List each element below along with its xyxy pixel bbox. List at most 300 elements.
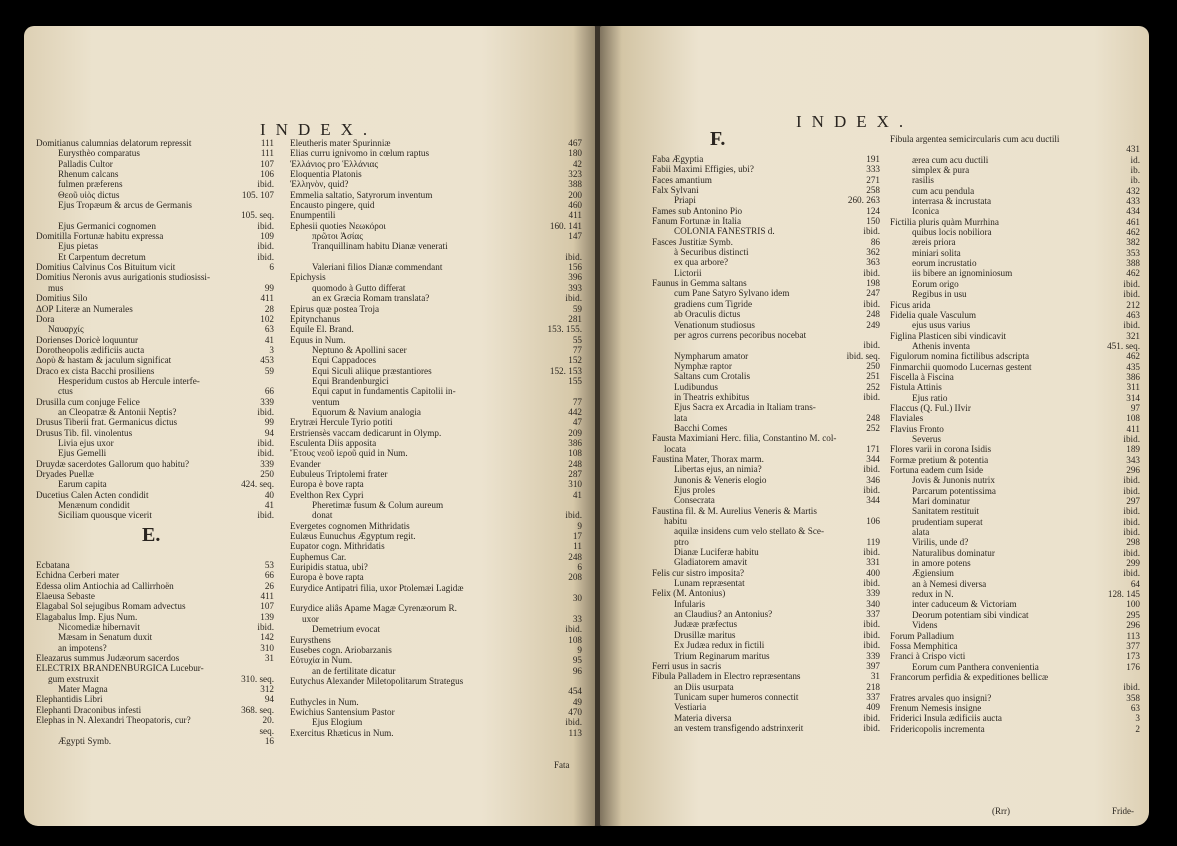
entry-page-ref: ibid. [1123, 516, 1140, 527]
index-entry [652, 309, 880, 319]
index-entry [652, 185, 880, 195]
entry-text: Flaviales [890, 413, 924, 424]
index-entry [652, 495, 880, 505]
entry-text: Severus [912, 433, 942, 444]
right-catchword: Fride- [1112, 806, 1134, 816]
entry-text: Ficus arida [890, 299, 931, 310]
entry-text: Dora [36, 313, 55, 324]
entry-page-ref: 397 [866, 660, 880, 671]
entry-text: Eubuleus Triptolemi frater [290, 469, 388, 479]
index-entry [890, 351, 1140, 361]
entry-page-ref: 312 [260, 684, 274, 695]
index-entry [890, 310, 1140, 320]
index-entry [36, 674, 274, 684]
entry-page-ref: ibid. [257, 241, 274, 252]
entry-text: Mæsam in Senatum duxit [58, 632, 153, 643]
entry-page-ref: 339 [866, 588, 880, 599]
index-entry [652, 651, 880, 661]
entry-text: Fridericopolis incrementa [890, 723, 985, 734]
entry-text: Lunam repræsentat [674, 578, 745, 589]
index-entry [290, 314, 582, 324]
entry-text: Falx Sylvani [652, 185, 699, 196]
index-entry [652, 330, 880, 340]
entry-text: Evergetes cognomen Mithridatis [290, 520, 410, 531]
entry-text: Epitynchanus [290, 313, 341, 324]
entry-text: quomodo à Gutto differat [312, 282, 406, 293]
entry-page-ref: 200 [568, 189, 582, 200]
entry-text: Finmarchii quomodo Lucernas gestent [890, 361, 1032, 372]
entry-page-ref: 258 [866, 185, 880, 196]
entry-text: Neptuno & Apollini sacer [312, 344, 407, 355]
entry-page-ref: 107 [260, 158, 274, 169]
entry-page-ref: 249 [866, 319, 880, 330]
entry-page-ref: 453 [260, 355, 274, 366]
index-entry [652, 485, 880, 495]
index-entry [890, 155, 1140, 165]
index-entry [36, 272, 274, 282]
entry-page-ref: 386 [568, 437, 582, 448]
entry-page-ref: ibid. [565, 510, 582, 521]
entry-page-ref: 66 [264, 386, 274, 397]
index-entry [36, 459, 274, 469]
entry-text: cum Pane Satyro Sylvano idem [674, 288, 790, 299]
entry-text: Ejus ratio [912, 392, 948, 403]
entry-page-ref: ibid. [257, 220, 274, 231]
entry-page-ref: 311 [1126, 382, 1140, 393]
entry-page-ref: 337 [866, 609, 880, 620]
entry-text: Ἑλλάνιος pro Ἑλλάνιας [290, 158, 378, 169]
entry-page-ref: 462 [1126, 351, 1140, 362]
entry-text: habitu [664, 516, 687, 527]
index-entry [290, 707, 582, 717]
index-entry [652, 692, 880, 702]
entry-page-ref: ibid. [565, 717, 582, 728]
index-entry [36, 726, 274, 736]
entry-page-ref: ibid. [257, 251, 274, 262]
entry-text: donat [312, 510, 333, 521]
entry-page-ref: 295 [1126, 609, 1140, 620]
entry-text: locata [664, 443, 686, 454]
index-entry [652, 288, 880, 298]
entry-page-ref: ibid. [863, 267, 880, 278]
index-entry [36, 560, 274, 570]
entry-text: lata [674, 412, 688, 423]
entry-text: Encausto pingere, quid [290, 200, 375, 211]
index-entry [890, 496, 1140, 506]
index-entry [290, 407, 582, 417]
entry-page-ref: 435 [1126, 361, 1140, 372]
entry-page-ref: 171 [866, 443, 880, 454]
index-entry [652, 320, 880, 330]
entry-text: Faces amantium [652, 174, 712, 185]
entry-page-ref: 42 [572, 158, 582, 169]
entry-page-ref: 248 [568, 458, 582, 469]
index-entry [36, 469, 274, 479]
index-entry [290, 459, 582, 469]
entry-text: Ejus Sacra ex Arcadia in Italiam trans- [674, 402, 816, 413]
entry-page-ref: 47 [572, 417, 582, 428]
index-entry [652, 371, 880, 381]
index-entry [36, 622, 274, 632]
index-entry [890, 217, 1140, 227]
entry-text: Ἔτους νεοῦ ἱεροῦ quid in Num. [290, 448, 408, 459]
entry-text: Equi caput in fundamentis Capitolii in- [312, 386, 456, 397]
index-entry [290, 210, 582, 220]
entry-text: ex qua arbore? [674, 257, 729, 268]
entry-page-ref: 94 [264, 427, 274, 438]
entry-page-ref: 388 [568, 179, 582, 190]
entry-page-ref: 191 [866, 154, 880, 164]
entry-text: miniari solita [912, 247, 961, 258]
entry-page-ref: 41 [264, 334, 274, 345]
entry-text: Eurysthens [290, 634, 331, 645]
index-entry [36, 500, 274, 510]
index-entry [890, 144, 1140, 154]
index-entry [652, 340, 880, 350]
entry-text: Evander [290, 458, 321, 469]
index-entry [652, 661, 880, 671]
left-page [24, 26, 596, 826]
entry-text: Enumpentili [290, 210, 336, 221]
index-entry [652, 619, 880, 629]
entry-page-ref: ibid. [1123, 289, 1140, 300]
index-entry [890, 300, 1140, 310]
entry-text: Dorotheopolis ædificiis aucta [36, 344, 145, 355]
entry-page-ref: 432 [1126, 185, 1140, 196]
index-entry [36, 169, 274, 179]
entry-text: Elagabalus Imp. Ejus Num. [36, 611, 138, 622]
entry-text: prudentiam superat [912, 516, 983, 527]
index-entry [652, 257, 880, 267]
index-entry [890, 434, 1140, 444]
entry-text: Nympharum amator [674, 350, 749, 361]
entry-text: Equile El. Brand. [290, 324, 354, 335]
entry-text: Venationum studiosus [674, 319, 755, 330]
index-entry [36, 438, 274, 448]
index-entry [290, 469, 582, 479]
entry-text: an à Nemesi diversa [912, 578, 987, 589]
index-entry [290, 428, 582, 438]
entry-text: Θεοῦ υἱὸς dictus [58, 189, 120, 200]
index-entry [890, 362, 1140, 372]
entry-text: Euthycles in Num. [290, 696, 359, 707]
entry-text: in Theatris exhibitus [674, 391, 750, 402]
entry-text: Fidelia quale Vasculum [890, 309, 977, 320]
index-entry [290, 686, 582, 696]
entry-text: Ejus proles [674, 485, 716, 495]
entry-text: Elias curru ignivomo in cœlum raptus [290, 148, 430, 159]
entry-text: Jovis & Junonis nutrix [912, 475, 995, 486]
index-entry [652, 702, 880, 712]
index-entry [890, 289, 1140, 299]
index-entry [652, 454, 880, 464]
entry-page-ref: 271 [866, 174, 880, 185]
entry-text: Euripidis statua, ubi? [290, 562, 368, 573]
index-entry [290, 697, 582, 707]
entry-text: Priapi [674, 195, 696, 206]
index-entry [290, 552, 582, 562]
index-entry [890, 610, 1140, 620]
entry-page-ref: 460 [568, 200, 582, 211]
entry-page-ref: 411 [1126, 423, 1140, 434]
index-entry [890, 444, 1140, 454]
entry-page-ref: 314 [1126, 392, 1140, 403]
entry-page-ref: ibid. [863, 485, 880, 495]
index-entry [890, 672, 1140, 682]
index-entry [290, 376, 582, 386]
index-entry [890, 703, 1140, 713]
entry-text: Eupator cogn. Mithridatis [290, 541, 385, 552]
entry-page-ref: 6 [577, 562, 582, 573]
entry-page-ref: 31 [264, 653, 274, 664]
entry-text: Mater Magna [58, 684, 108, 695]
entry-text: Equorum & Navium analogia [312, 406, 421, 417]
entry-text: Εὐτυχία in Num. [290, 655, 353, 666]
entry-text: Fausta Maximiani Herc. filia, Constantino M. col- [652, 433, 837, 444]
index-entry [290, 438, 582, 448]
entry-page-ref: ibid. [863, 464, 880, 475]
index-entry [890, 651, 1140, 661]
index-entry [36, 231, 274, 241]
index-entry [890, 186, 1140, 196]
entry-text: Demetrium evocat [312, 624, 381, 635]
index-entry [652, 154, 880, 164]
entry-page-ref: 20. [262, 715, 274, 726]
index-entry [652, 526, 880, 536]
entry-page-ref: 310 [568, 479, 582, 490]
entry-page-ref: 49 [572, 696, 582, 707]
index-entry [36, 252, 274, 262]
entry-text: Europa è bove rapta [290, 479, 364, 490]
index-entry [36, 428, 274, 438]
entry-text: Fictilia pluris quàm Murrhina [890, 216, 999, 227]
entry-page-ref: 393 [568, 282, 582, 293]
entry-page-ref: 40 [264, 489, 274, 500]
index-entry [36, 417, 274, 427]
entry-page-ref: ibid. [863, 298, 880, 309]
index-entry [36, 314, 274, 324]
entry-page-ref: 160. 141 [549, 220, 582, 231]
entry-text: Domitius Neronis avus aurigationis studiosissi- [36, 272, 211, 283]
index-entry [290, 335, 582, 345]
entry-page-ref: 248 [866, 412, 880, 423]
entry-page-ref: 411 [568, 210, 582, 221]
entry-text: Eleutheris mater Spurinniæ [290, 138, 391, 148]
entry-page-ref: 111 [260, 138, 274, 148]
entry-page-ref: 28 [264, 303, 274, 314]
index-entry [36, 241, 274, 251]
entry-text: Ecbatana [36, 560, 70, 570]
entry-text: Faustina Mater, Thorax marm. [652, 453, 764, 464]
entry-text: Felis cur sistro imposita? [652, 567, 745, 578]
entry-page-ref: 467 [568, 138, 582, 148]
index-entry [36, 510, 274, 520]
entry-page-ref: 296 [1126, 620, 1140, 631]
entry-page-ref: 252 [866, 381, 880, 392]
index-entry [36, 643, 274, 653]
index-entry [36, 632, 274, 642]
index-entry [290, 138, 582, 148]
entry-text: alata [912, 527, 930, 538]
entry-text: Lictorii [674, 267, 702, 278]
entry-text: Faustina fil. & M. Aurelius Veneris & Martis [652, 505, 817, 516]
index-entry [290, 169, 582, 179]
entry-text: Evelthon Rex Cypri [290, 489, 364, 500]
entry-page-ref: ibid. [863, 340, 880, 351]
entry-text: Francorum perfidia & expeditiones bellicæ [890, 671, 1049, 682]
entry-text: Europa è bove rapta [290, 572, 364, 583]
entry-text: Drusilla cum conjuge Felice [36, 396, 140, 407]
entry-text: Infularis [674, 598, 706, 609]
entry-page-ref: id. [1130, 154, 1140, 165]
index-entry [890, 341, 1140, 351]
index-entry [36, 210, 274, 220]
entry-text: æreis priora [912, 237, 956, 248]
entry-page-ref: 209 [568, 427, 582, 438]
entry-text: Euphemus Car. [290, 551, 347, 562]
entry-page-ref: 152 [568, 355, 582, 366]
index-entry [890, 227, 1140, 237]
entry-page-ref: 3 [269, 344, 274, 355]
entry-text: Exercitus Rhæticus in Num. [290, 727, 394, 738]
index-entry [652, 568, 880, 578]
entry-page-ref: 108 [568, 634, 582, 645]
entry-page-ref: 94 [264, 694, 274, 705]
entry-text: per agros currens pecoribus nocebat [674, 329, 807, 340]
entry-text: Epichysis [290, 272, 326, 283]
right-page [600, 26, 1149, 826]
index-entry [36, 612, 274, 622]
index-entry [890, 641, 1140, 651]
entry-text: Ephesii quoties Νεωκόροι [290, 220, 386, 231]
index-entry [652, 175, 880, 185]
index-entry [652, 195, 880, 205]
entry-text: Faba Ægyptia [652, 154, 704, 164]
entry-text: Draco ex cista Bacchi prosiliens [36, 365, 155, 376]
entry-text: Trium Reginarum maritus [674, 650, 770, 661]
entry-page-ref: 353 [1126, 247, 1140, 258]
index-entry [652, 402, 880, 412]
index-entry [652, 506, 880, 516]
entry-page-ref: 321 [1126, 330, 1140, 341]
entry-page-ref: 26 [264, 580, 274, 591]
entry-text: Ejus pietas [58, 241, 99, 252]
entry-page-ref: 111 [260, 148, 274, 159]
entry-text: inter caduceum & Victoriam [912, 599, 1017, 610]
entry-text: Palladis Cultor [58, 158, 113, 169]
index-entry [890, 599, 1140, 609]
entry-page-ref: 463 [1126, 309, 1140, 320]
index-entry [290, 562, 582, 572]
entry-page-ref: 77 [572, 396, 582, 407]
index-entry [652, 547, 880, 557]
index-entry [652, 206, 880, 216]
entry-text: Domitilla Fortunæ habitu expressa [36, 231, 164, 242]
entry-page-ref: 17 [572, 531, 582, 542]
entry-text: Domitius Calvinus Cos Bituitum vicit [36, 262, 176, 273]
index-entry [890, 579, 1140, 589]
entry-text: πρῶτοι Ἀσίας [312, 231, 363, 242]
entry-text: Dorienses Doricè loquuntur [36, 334, 139, 345]
entry-page-ref: ibid. [565, 624, 582, 635]
entry-text: Siciliam quousque vicerit [58, 510, 152, 521]
entry-text: Eorum cum Panthera convenientia [912, 661, 1039, 672]
index-entry [890, 620, 1140, 630]
entry-text: Fibula argentea semicircularis cum acu ductili [890, 134, 1060, 144]
entry-text: Nymphæ raptor [674, 360, 732, 371]
entry-text: cum acu pendula [912, 185, 975, 196]
entry-text: aquilæ insidens cum velo stellato & Sce- [674, 526, 825, 537]
entry-text: Ewichius Santensium Pastor [290, 706, 395, 717]
index-entry [290, 510, 582, 520]
entry-page-ref: ib. [1130, 165, 1140, 176]
entry-text: Erstriensès vaccam dedicarunt in Olymp. [290, 427, 442, 438]
entry-page-ref: 63 [1130, 702, 1140, 713]
index-entry [652, 578, 880, 588]
index-entry [36, 705, 274, 715]
entry-text: Iconica [912, 206, 940, 217]
entry-text: Eutychus Alexander Miletopolitarum Strategus [290, 675, 464, 686]
entry-text: Figlina Plasticen sibi vindicavit [890, 330, 1007, 341]
index-entry [290, 645, 582, 655]
entry-text: Δορὺ & hastam & jaculum significat [36, 355, 172, 366]
index-entry [890, 537, 1140, 547]
entry-page-ref: 16 [264, 735, 274, 746]
index-entry [652, 713, 880, 723]
index-entry [890, 206, 1140, 216]
entry-page-ref: 86 [870, 236, 880, 247]
entry-text: Sanitatem restituit [912, 506, 980, 517]
index-entry [890, 382, 1140, 392]
entry-page-ref: 53 [264, 560, 274, 570]
index-entry [652, 557, 880, 567]
entry-page-ref: 108 [1126, 413, 1140, 424]
index-entry [890, 331, 1140, 341]
entry-page-ref: 297 [1126, 496, 1140, 507]
entry-text: an Claudius? an Antonius? [674, 609, 773, 620]
index-entry [652, 226, 880, 236]
entry-text: Et Carpentum decretum [58, 251, 146, 262]
entry-page-ref: 33 [572, 613, 582, 624]
entry-text: Ἑλληνὸν, quid? [290, 179, 349, 190]
entry-page-ref: 346 [866, 474, 880, 485]
entry-page-ref: 9 [577, 520, 582, 531]
entry-page-ref: seq. [259, 725, 274, 736]
entry-page-ref: 59 [572, 303, 582, 314]
index-entry [36, 355, 274, 365]
entry-text: Ejus Germanici cognomen [58, 220, 156, 231]
entry-page-ref: ibid. [1123, 433, 1140, 444]
index-entry [652, 164, 880, 174]
left-column-2 [290, 138, 582, 738]
entry-text: iis bibere an ignominiosum [912, 268, 1013, 279]
index-entry [36, 397, 274, 407]
entry-page-ref: 411 [260, 293, 274, 304]
entry-page-ref: 105. 107 [241, 189, 274, 200]
entry-page-ref: 105. seq. [241, 210, 274, 221]
index-entry [890, 589, 1140, 599]
entry-page-ref: ibid. [863, 391, 880, 402]
entry-page-ref: 173 [1126, 651, 1140, 662]
section-letter-e: E. [142, 524, 161, 546]
entry-page-ref: ibid. [863, 619, 880, 630]
entry-text: Drusillæ maritus [674, 629, 736, 640]
entry-text: Faunus in Gemma saltans [652, 278, 747, 289]
entry-page-ref: 431 [1126, 144, 1140, 155]
entry-page-ref: 333 [866, 164, 880, 175]
entry-page-ref: 9 [577, 644, 582, 655]
index-entry [890, 486, 1140, 496]
